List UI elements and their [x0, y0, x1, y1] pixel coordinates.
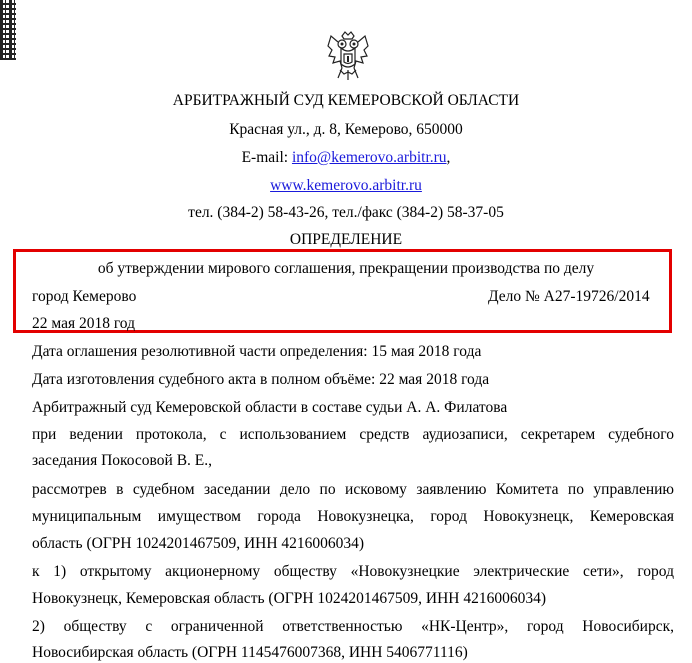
- email-label: E-mail:: [241, 149, 292, 166]
- court-address: Красная ул., д. 8, Кемерово, 650000: [229, 121, 463, 138]
- paragraph-claim-1: рассмотрев в судебном заседании дело по исковому заявлению Комитета по управлению: [32, 481, 674, 498]
- email-link[interactable]: info@kemerovo.arbitr.ru: [291, 149, 447, 166]
- paragraph-protocol-2: заседания Покосовой В. Е.,: [32, 452, 212, 469]
- court-composition: Арбитражный суд Кемеровской области в составе судьи А. А. Филатова: [32, 399, 508, 416]
- website-line: [0, 176, 692, 196]
- paragraph-claim-3: область (ОГРН 1024201467509, ИНН 4216006034): [32, 535, 365, 552]
- email-suffix: ,: [446, 149, 451, 166]
- announcement-date: Дата оглашения резолютивной части определения: 15 мая 2018 года: [32, 343, 482, 360]
- phone-line: тел. (384-2) 58-43-26, тел./факс (384-2) 58-37-05: [188, 204, 504, 221]
- paragraph-defendant2-1: 2) обществу с ограниченной ответственностью «НК-Центр», город Новосибирск,: [32, 618, 674, 635]
- paragraph-claim-2: муниципальным имуществом города Новокузнецка, город Новокузнецк, Кемеровская: [32, 508, 674, 525]
- paragraph-defendant2-2: Новосибирская область (ОГРН 1145476007368, ИНН 5406771116): [32, 644, 468, 661]
- document-date: 22 мая 2018 год: [32, 315, 135, 332]
- court-name: АРБИТРАЖНЫЙ СУД КЕМЕРОВСКОЙ ОБЛАСТИ: [172, 92, 520, 109]
- paragraph-defendant1-1: к 1) открытому акционерному обществу «Новокузнецкие электрические сети», город: [32, 563, 674, 580]
- paragraph-defendant1-2: Новокузнецк, Кемеровская область (ОГРН 1024201467509, ИНН 4216006034): [32, 590, 547, 607]
- document-title: ОПРЕДЕЛЕНИЕ: [289, 231, 403, 248]
- document-subtitle: об утверждении мирового соглашения, прекращении производства по делу: [97, 260, 595, 277]
- city: город Кемерово: [32, 288, 137, 305]
- coat-of-arms-icon: [326, 30, 370, 82]
- paragraph-protocol-1: при ведении протокола, с использованием средств аудиозаписи, секретарем судебного: [32, 426, 674, 443]
- email-line: [0, 148, 692, 168]
- full-text-date: Дата изготовления судебного акта в полном объёме: 22 мая 2018 года: [32, 371, 490, 388]
- website-link[interactable]: www.kemerovo.arbitr.ru: [270, 177, 422, 194]
- qr-code: [0, 0, 16, 60]
- case-number: Дело № А27-19726/2014: [488, 288, 650, 305]
